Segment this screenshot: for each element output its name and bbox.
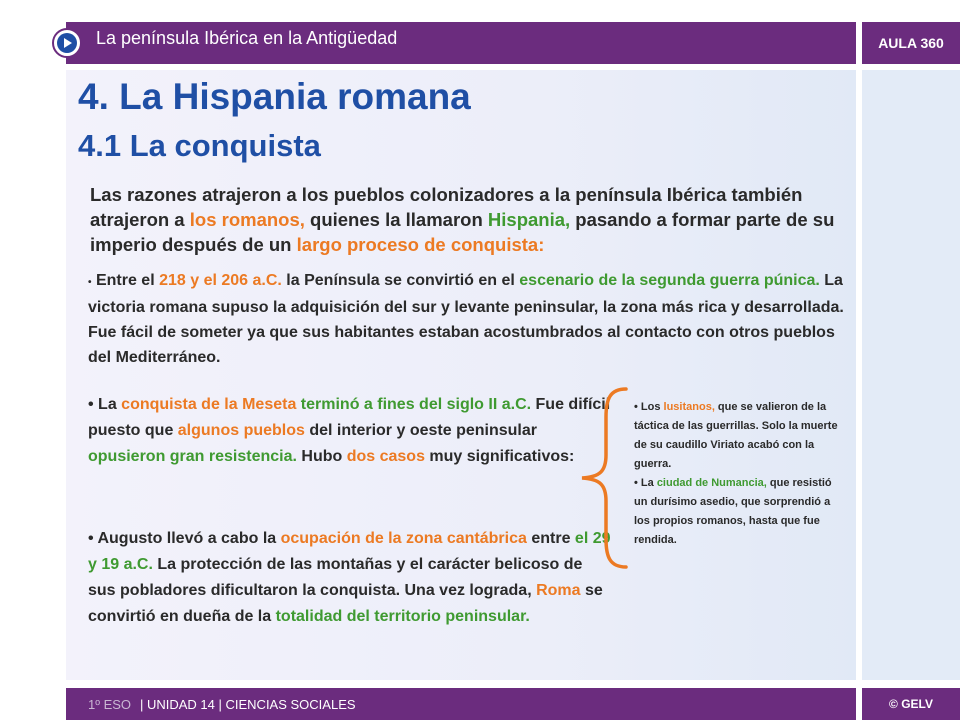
highlight-conquista: largo proceso de conquista:	[296, 234, 545, 255]
page-subtitle: 4.1 La conquista	[78, 128, 321, 163]
play-icon	[57, 33, 77, 53]
footer-course: 1º ESO	[88, 697, 132, 712]
bullet-mark: •	[88, 277, 92, 288]
highlight-totalidad: totalidad del territorio peninsular.	[275, 608, 530, 625]
highlight-dos-casos: dos casos	[346, 448, 425, 465]
intro-paragraph: Las razones atrajeron a los pueblos colonizadores a la península Ibérica también atrajeron a los romanos, quienes la llamaron Hispania, pasando a formar parte de su imperio después de un largo proceso de conquista:	[90, 184, 835, 255]
highlight-pueblos: algunos pueblos	[177, 422, 305, 439]
bullet-cantabria: • Augusto llevó a cabo la ocupación de la zona cantábrica entre el 29 y 19 a.C. La protección de las montañas y el carácter belicoso de sus pobladores dificultaron la conquista. Una vez lograda, Roma se convirtió en dueña de la totalidad del territorio peninsular.	[88, 530, 611, 625]
highlight-lusitanos: lusitanos,	[663, 401, 715, 413]
resistance-cases	[634, 398, 846, 550]
highlight-roma: Roma	[536, 582, 581, 599]
highlight-romanos: los romanos,	[189, 209, 305, 230]
play-button[interactable]	[52, 28, 82, 58]
highlight-numancia: ciudad de Numancia,	[656, 477, 767, 489]
case-lusitanos: • Los lusitanos, que se valieron de la táctica de las guerrillas. Solo la muerte de su caudillo Viriato acabó con la guerra.	[634, 401, 838, 470]
highlight-hispania: Hispania,	[487, 209, 571, 230]
bullet-meseta: • La conquista de la Meseta terminó a fines del siglo II a.C. Fue difícil puesto que algunos pueblos del interior y oeste peninsular opusieron gran resistencia. Hubo dos casos muy significativos:	[88, 396, 611, 465]
bullet-mark: •	[88, 530, 94, 547]
highlight-punic-war: escenario de la segunda guerra púnica.	[519, 272, 820, 289]
highlight-meseta: conquista de la Meseta	[121, 396, 297, 413]
bullet-mark: •	[634, 477, 638, 489]
highlight-dates-cantabria: el 29 y 19 a.C.	[88, 530, 611, 573]
highlight-resistencia: opusieron gran resistencia.	[88, 448, 297, 465]
highlight-dates-punic: 218 y el 206 a.C.	[159, 272, 282, 289]
page-title: 4. La Hispania romana	[78, 76, 471, 117]
brand-label: AULA 360	[862, 22, 960, 64]
curly-brace-icon	[576, 385, 632, 571]
bullet-mark: •	[634, 401, 638, 413]
highlight-cantabrica: ocupación de la zona cantábrica	[280, 530, 527, 547]
case-numancia: • La ciudad de Numancia, que resistió un durísimo asedio, que sorprendió a los propios romanos, hasta que fue rendida.	[634, 477, 832, 546]
bullet-mark: •	[88, 396, 94, 413]
section-title: La península Ibérica en la Antigüedad	[96, 28, 398, 48]
bullet-punic-war: • Entre el 218 y el 206 a.C. la Península se convirtió en el escenario de la segunda guerra púnica. La victoria romana supuso la adquisición del sur y levante peninsular, la zona más rica y desarrollada. Fue fácil de someter ya que sus habitantes estaban acostumbrados al contacto con otros pueblos del Mediterráneo.	[88, 272, 844, 366]
footer-unit: | UNIDAD 14 | CIENCIAS SOCIALES	[140, 697, 356, 712]
highlight-siglo: terminó a fines del siglo II a.C.	[300, 396, 532, 413]
side-panel	[862, 70, 960, 680]
copyright: © GELV	[862, 688, 960, 720]
